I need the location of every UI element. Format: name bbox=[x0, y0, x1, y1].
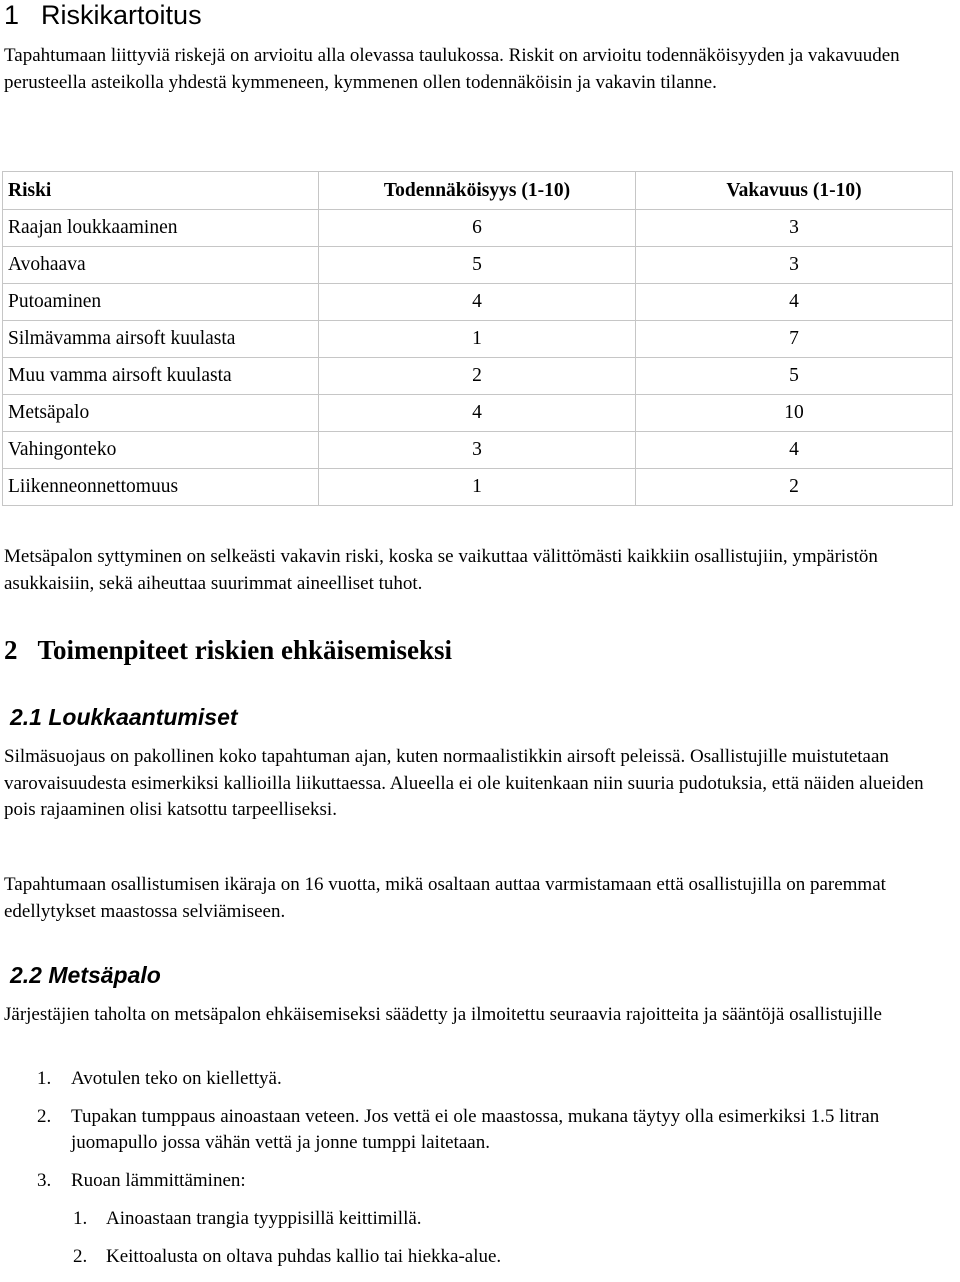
list-item bbox=[4, 1066, 954, 1092]
sublist-item bbox=[71, 1206, 954, 1232]
table-row bbox=[3, 284, 953, 321]
risk-severity: 4 bbox=[636, 284, 953, 321]
section-1-heading bbox=[4, 0, 202, 31]
risk-name: Muu vamma airsoft kuulasta bbox=[3, 358, 319, 395]
section-2-heading bbox=[4, 633, 452, 667]
risk-name: Silmävamma airsoft kuulasta bbox=[3, 321, 319, 358]
table-row bbox=[3, 432, 953, 469]
risk-name: Raajan loukkaaminen bbox=[3, 210, 319, 247]
list-item bbox=[4, 1168, 954, 1270]
sublist-item-text: Ainoastaan trangia tyyppisillä keittimillä. bbox=[106, 1208, 422, 1229]
sublist-item bbox=[71, 1244, 954, 1270]
list-item-text: Ruoan lämmittäminen: bbox=[71, 1170, 246, 1191]
risk-table bbox=[2, 171, 953, 506]
risk-probability: 1 bbox=[319, 321, 636, 358]
risk-name: Avohaava bbox=[3, 247, 319, 284]
risk-severity: 4 bbox=[636, 432, 953, 469]
risk-probability: 4 bbox=[319, 395, 636, 432]
table-row bbox=[3, 247, 953, 284]
risk-name: Metsäpalo bbox=[3, 395, 319, 432]
subsection-2-1-paragraph-1: Silmäsuojaus on pakollinen koko tapahtuman ajan, kuten normaalistikkin airsoft peleissä. Osallistujille muistutetaan varovaisuudesta esimerkiksi kallioilla liikuttaessa. Alueella ei ole kuitenkaan niin suuria pudotuksia, että näiden alueiden pois rajaaminen olisi katsottu tarpeelliseksi. bbox=[4, 746, 924, 820]
risk-probability: 2 bbox=[319, 358, 636, 395]
risk-probability: 3 bbox=[319, 432, 636, 469]
risk-severity: 3 bbox=[636, 210, 953, 247]
risk-name: Putoaminen bbox=[3, 284, 319, 321]
section-1-number: 1 bbox=[4, 0, 20, 30]
sublist-marker: 2. bbox=[73, 1246, 88, 1267]
after-table-paragraph: Metsäpalon syttyminen on selkeästi vakavin riski, koska se vaikuttaa välittömästi kaikkiin osallistujiin, ympäristön asukkaisiin, sekä aiheuttaa suurimmat aineelliset tuhot. bbox=[4, 546, 878, 594]
subsection-2-2-intro: Järjestäjien taholta on metsäpalon ehkäisemiseksi säädetty ja ilmoitettu seuraavia rajoitteita ja sääntöjä osallistujille bbox=[4, 1004, 882, 1025]
risk-severity: 7 bbox=[636, 321, 953, 358]
section-2-number: 2 bbox=[4, 635, 18, 665]
cooking-rules-sublist bbox=[71, 1206, 954, 1270]
table-row bbox=[3, 469, 953, 506]
risk-probability: 1 bbox=[319, 469, 636, 506]
table-row bbox=[3, 321, 953, 358]
risk-probability: 4 bbox=[319, 284, 636, 321]
header-probability: Todennäköisyys (1-10) bbox=[319, 172, 636, 210]
risk-table-header-row bbox=[3, 172, 953, 210]
header-severity: Vakavuus (1-10) bbox=[636, 172, 953, 210]
fire-rules-list bbox=[4, 1066, 954, 1282]
subsection-2-2-heading: 2.2 Metsäpalo bbox=[10, 962, 161, 988]
table-row bbox=[3, 395, 953, 432]
risk-severity: 5 bbox=[636, 358, 953, 395]
list-marker: 1. bbox=[37, 1068, 52, 1089]
list-item bbox=[4, 1104, 954, 1156]
list-item-text: Tupakan tumppaus ainoastaan veteen. Jos vettä ei ole maastossa, mukana täytyy olla esimerkiksi 1.5 litran juomapullo jossa vähän vettä ja jonne tumppi laitetaan. bbox=[71, 1106, 880, 1153]
subsection-2-1-heading: 2.1 Loukkaantumiset bbox=[10, 704, 238, 730]
table-row bbox=[3, 210, 953, 247]
section-1-title: Riskikartoitus bbox=[41, 0, 202, 30]
risk-name: Vahingonteko bbox=[3, 432, 319, 469]
table-row bbox=[3, 358, 953, 395]
sublist-marker: 1. bbox=[73, 1208, 88, 1229]
list-item-text: Avotulen teko on kiellettyä. bbox=[71, 1068, 282, 1089]
risk-name: Liikenneonnettomuus bbox=[3, 469, 319, 506]
header-risk: Riski bbox=[3, 172, 319, 210]
section-1-intro: Tapahtumaan liittyviä riskejä on arvioitu alla olevassa taulukossa. Riskit on arvioitu todennäköisyyden ja vakavuuden perusteella asteikolla yhdestä kymmeneen, kymmenen ollen todennäköisin ja vakavin tilanne. bbox=[4, 45, 900, 93]
risk-severity: 10 bbox=[636, 395, 953, 432]
sublist-item-text: Keittoalusta on oltava puhdas kallio tai hiekka-alue. bbox=[106, 1246, 502, 1267]
subsection-2-1-paragraph-2: Tapahtumaan osallistumisen ikäraja on 16 vuotta, mikä osaltaan auttaa varmistamaan että osallistujilla on paremmat edellytykset maastossa selviämiseen. bbox=[4, 874, 886, 922]
risk-severity: 2 bbox=[636, 469, 953, 506]
risk-probability: 5 bbox=[319, 247, 636, 284]
list-marker: 2. bbox=[37, 1106, 52, 1127]
section-2-title: Toimenpiteet riskien ehkäisemiseksi bbox=[37, 635, 453, 665]
list-marker: 3. bbox=[37, 1170, 52, 1191]
risk-probability: 6 bbox=[319, 210, 636, 247]
risk-severity: 3 bbox=[636, 247, 953, 284]
